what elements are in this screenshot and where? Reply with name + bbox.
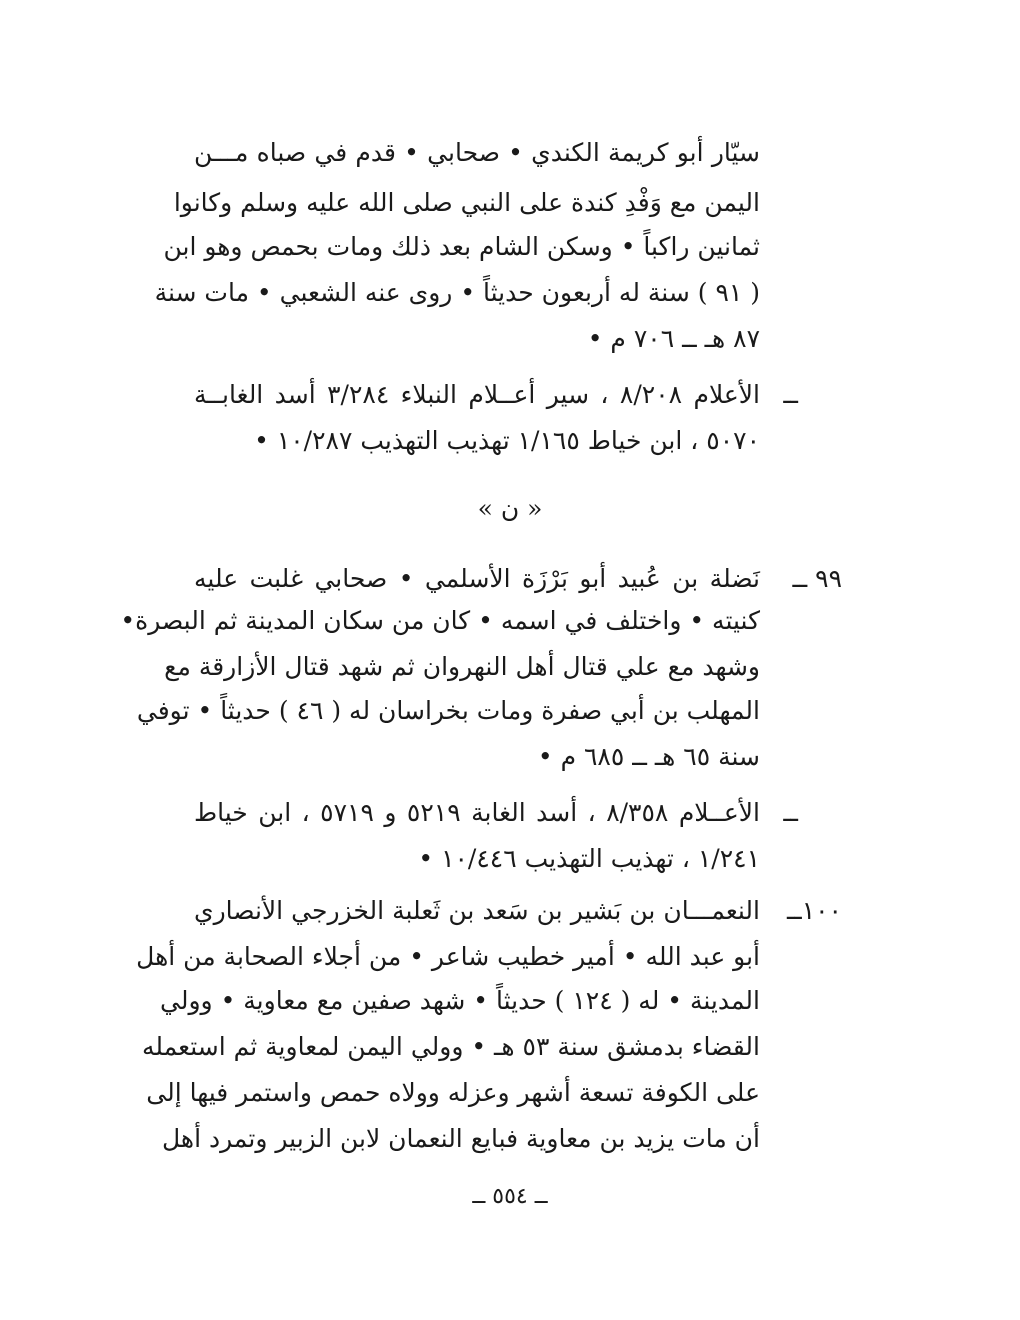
entry-98-line-3: ثمانين راكباً • وسكن الشام بعد ذلك ومات بحمص وهو ابن: [163, 232, 760, 261]
entry-99-line-1: نَضلة بن عُبيد أبو بَرْزَة الأسلمي • صحابي غلبت عليه: [194, 564, 760, 593]
entry-100-line-3: المدينة • له ( ١٢٤ ) حديثاً • شهد صفين مع معاوية • وولي: [160, 986, 760, 1015]
entry-100-number: ١٠٠ــ: [787, 896, 842, 925]
entry-99-line-5: سنة ٦٥ هـ ــ ٦٨٥ م •: [537, 742, 760, 771]
page-number: ــ ٥٥٤ ــ: [472, 1184, 548, 1209]
entry-99-line-2: كنيته • واختلف في اسمه • كان من سكان المدينة ثم البصرة•: [120, 606, 760, 635]
entry-99-line-3: وشهد مع علي قتال أهل النهروان ثم شهد قتال الأزارقة مع: [164, 652, 760, 681]
entry-98-source-marker: ــ: [783, 380, 798, 409]
entry-98-line-5: ٨٧ هـ ــ ٧٠٦ م •: [587, 324, 760, 353]
section-heading: « ن »: [477, 494, 543, 523]
entry-98-source-line-2: ٥٠٧٠ ، ابن خياط ١/١٦٥ تهذيب التهذيب ١٠/٢٨٧ •: [254, 426, 760, 455]
entry-100-line-4: القضاء بدمشق سنة ٥٣ هـ • وولي اليمن لمعاوية ثم استعمله: [142, 1032, 760, 1061]
entry-98-line-2: اليمن مع وَفْدِ كندة على النبي صلى الله عليه وسلم وكانوا: [173, 188, 760, 217]
entry-100-line-5: على الكوفة تسعة أشهر وعزله وولاه حمص واستمر فيها إلى: [146, 1078, 760, 1107]
entry-99-source-line-2: ١/٢٤١ ، تهذيب التهذيب ١٠/٤٤٦ •: [418, 844, 760, 873]
entry-100-line-2: أبو عبد الله • أمير خطيب شاعر • من أجلاء الصحابة من أهل: [136, 942, 760, 971]
entry-100-line-1: النعمـــان بن بَشير بن سَعد بن ثَعلبة الخزرجي الأنصاري: [194, 896, 760, 925]
entry-100-line-6: أن مات يزيد بن معاوية فبايع النعمان لابن الزبير وتمرد أهل: [162, 1124, 760, 1153]
entry-99-line-4: المهلب بن أبي صفرة ومات بخراسان له ( ٤٦ ) حديثاً • توفي: [136, 696, 760, 725]
entry-98-line-1: سيّار أبو كريمة الكندي • صحابي • قدم في صباه مـــن: [194, 138, 760, 167]
entry-99-source-marker: ــ: [783, 798, 798, 827]
entry-99-number: ٩٩ ــ: [792, 564, 842, 593]
entry-98-source-line-1: الأعلام ٨/٢٠٨ ، سير أعــلام النبلاء ٣/٢٨٤ أسد الغابــة: [194, 380, 760, 409]
entry-99-source-line-1: الأعــلام ٨/٣٥٨ ، أسد الغابة ٥٢١٩ و ٥٧١٩ ، ابن خياط: [194, 798, 760, 827]
entry-98-line-4: ( ٩١ ) سنة له أربعون حديثاً • روى عنه الشعبي • مات سنة: [154, 278, 760, 307]
